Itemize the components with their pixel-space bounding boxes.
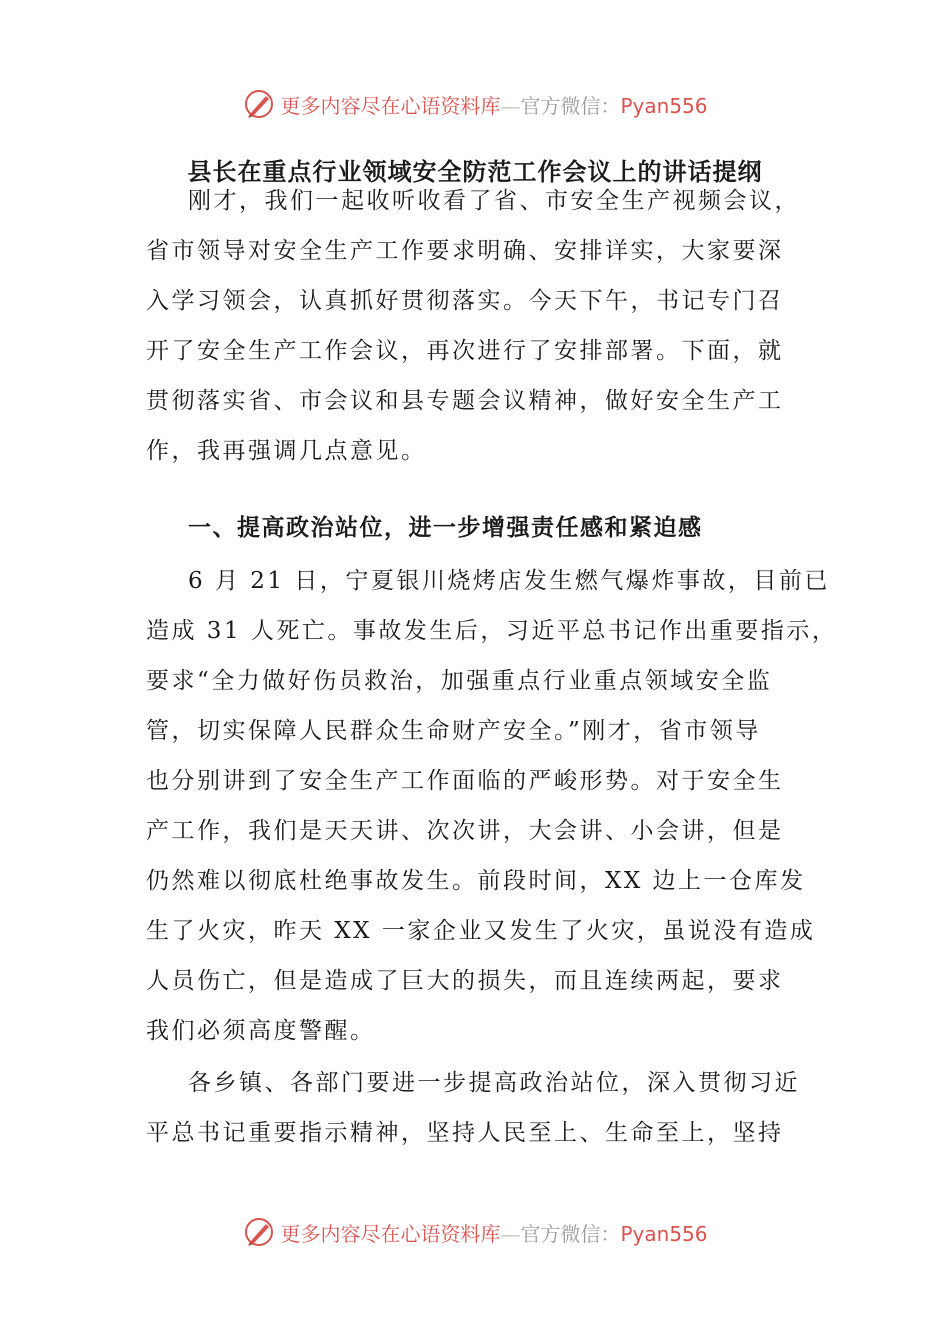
text-line: 生了火灾，昨天 XX 一家企业又发生了火灾，虽说没有造成 xyxy=(146,918,816,944)
text-line: 管，切实保障人民群众生命财产安全。”刚才，省市领导 xyxy=(146,718,761,744)
text-line: 省市领导对安全生产工作要求明确、安排详实，大家要深 xyxy=(146,238,784,264)
section1-paragraph-2 xyxy=(146,1058,806,1158)
section1-paragraph-1 xyxy=(146,556,838,1056)
watermark-brand: 更多内容尽在心语资料库 xyxy=(280,93,501,118)
watermark-text xyxy=(280,1218,707,1247)
section-heading: 一、提高政治站位，进一步增强责任感和紧迫感 xyxy=(188,514,703,541)
footer-watermark xyxy=(0,1212,950,1252)
document-title: 县长在重点行业领域安全防范工作会议上的讲话提纲 xyxy=(187,157,763,186)
watermark-dash: — xyxy=(500,1221,521,1246)
watermark-official: 官方微信： xyxy=(520,1221,621,1246)
text-line: 平总书记重要指示精神，坚持人民至上、生命至上，坚持 xyxy=(146,1120,784,1146)
header-watermark xyxy=(0,84,950,124)
watermark-official: 官方微信： xyxy=(520,93,621,118)
text-line: 作，我再强调几点意见。 xyxy=(146,438,427,464)
text-line: 6 月 21 日，宁夏银川烧烤店发生燃气爆炸事故，目前已 xyxy=(188,568,830,594)
text-line: 造成 31 人死亡。事故发生后，习近平总书记作出重要指示， xyxy=(146,618,838,644)
watermark-dash: — xyxy=(500,93,521,118)
text-line: 也分别讲到了安全生产工作面临的严峻形势。对于安全生 xyxy=(146,768,784,794)
watermark-wechat-id: Pyan556 xyxy=(620,1221,708,1246)
watermark-brand: 更多内容尽在心语资料库 xyxy=(280,1221,501,1246)
intro-paragraph xyxy=(146,176,806,476)
text-line: 要求“全力做好伤员救治，加强重点行业重点领域安全监 xyxy=(146,668,773,694)
text-line: 人员伤亡，但是造成了巨大的损失，而且连续两起，要求 xyxy=(146,968,784,994)
text-line: 仍然难以彻底杜绝事故发生。前段时间，XX 边上一仓库发 xyxy=(146,868,806,894)
watermark-text xyxy=(280,90,707,119)
text-line: 我们必须高度警醒。 xyxy=(146,1018,376,1044)
text-line: 开了安全生产工作会议，再次进行了安排部署。下面，就 xyxy=(146,338,784,364)
text-line: 各乡镇、各部门要进一步提高政治站位，深入贯彻习近 xyxy=(188,1070,800,1096)
text-line: 刚才，我们一起收听收看了省、市安全生产视频会议， xyxy=(188,188,800,214)
pen-logo-icon xyxy=(242,87,276,121)
watermark-wechat-id: Pyan556 xyxy=(620,93,708,118)
text-line: 入学习领会，认真抓好贯彻落实。今天下午，书记专门召 xyxy=(146,288,784,314)
text-line: 贯彻落实省、市会议和县专题会议精神，做好安全生产工 xyxy=(146,388,784,414)
text-line: 产工作，我们是天天讲、次次讲，大会讲、小会讲，但是 xyxy=(146,818,784,844)
pen-logo-icon xyxy=(242,1215,276,1249)
